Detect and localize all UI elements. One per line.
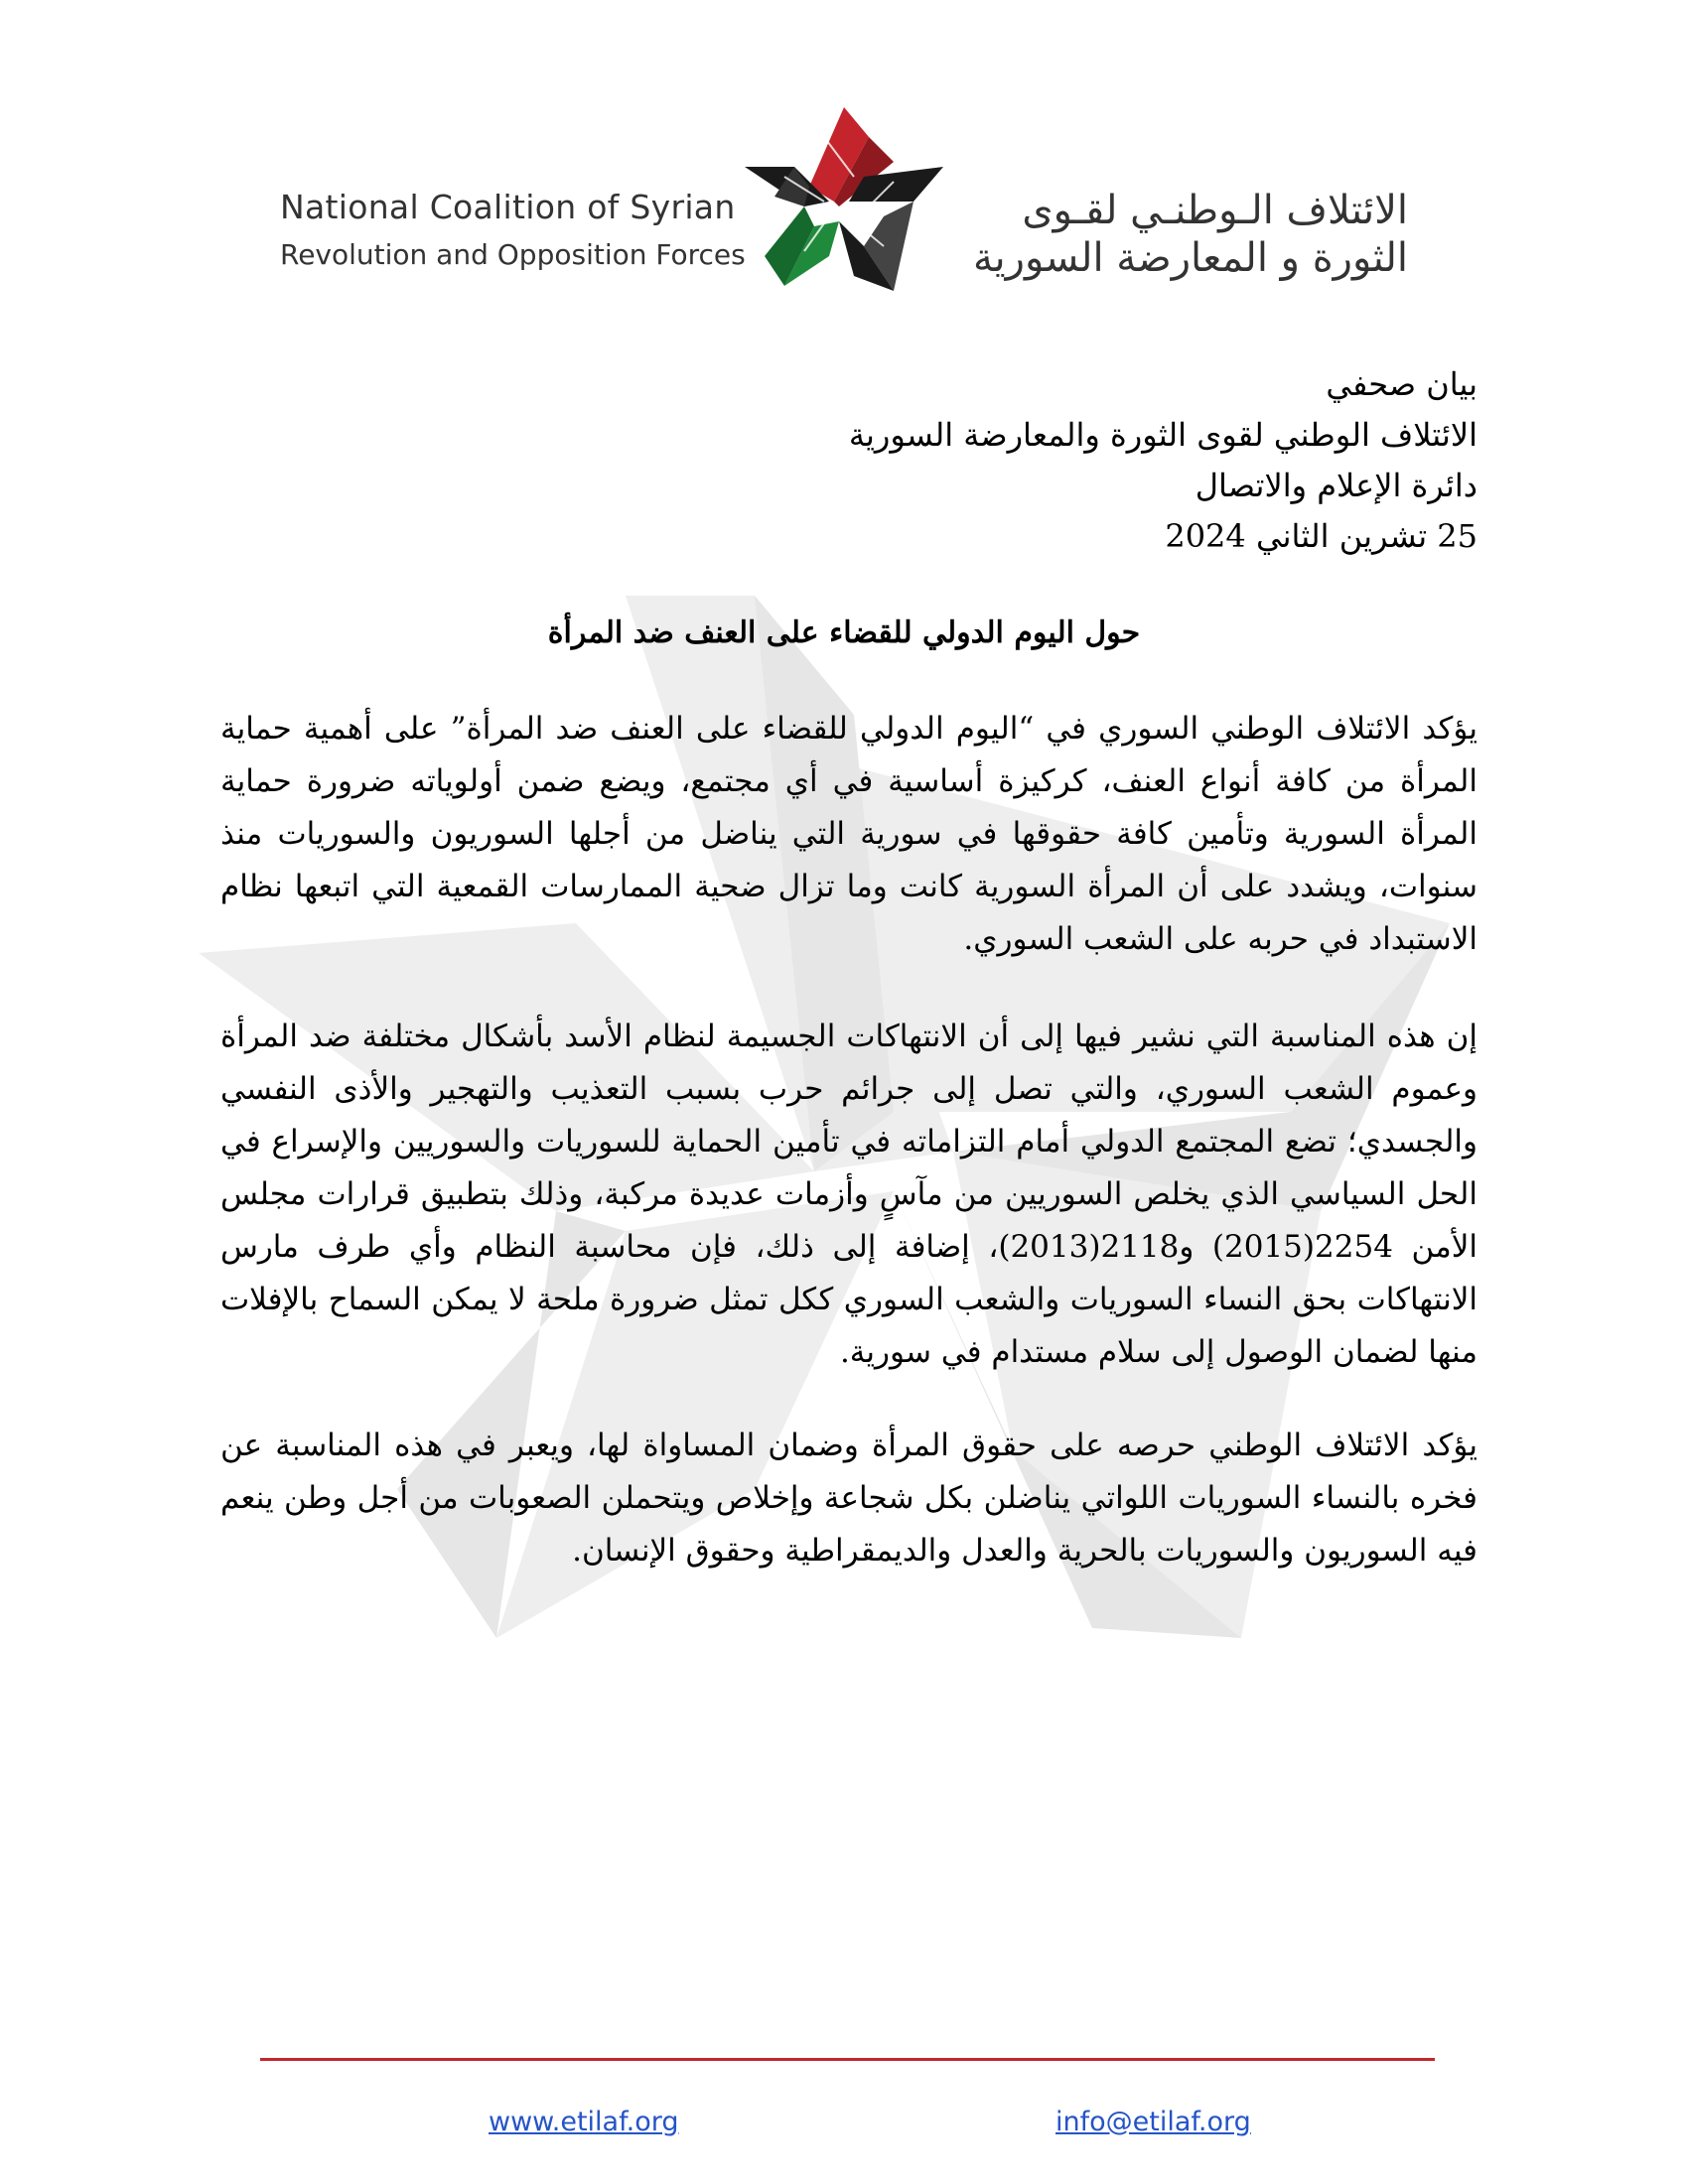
org-name-english-line1: National Coalition of Syrian [280,188,736,226]
star-logo-icon [745,107,943,291]
statement-date: 25 تشرين الثاني 2024 [1165,517,1477,555]
statement-type: بيان صحفي [1326,365,1477,403]
org-name-arabic-line1: الائتلاف الـوطنـي لقـوى [1022,188,1408,233]
statement-meta [849,359,1477,562]
org-name-arabic-line2: الثورة و المعارضة السورية [973,235,1408,281]
letterhead [0,0,1688,318]
statement-title: حول اليوم الدولي للقضاء على العنف ضد المرأة [547,615,1141,650]
statement-paragraph-1: يؤكد الائتلاف الوطني السوري في “اليوم الدولي للقضاء على العنف ضد المرأة” على أهمية حماية المرأة من كافة أنواع العنف، كركيزة أساسية في أي مجتمع، ويضع ضمن أولوياته ضرورة حماية المرأة السورية وتأمين كافة حقوقها في سورية التي يناضل من أجلها السوريون والسوريات منذ سنوات، ويشدد على أن المرأة السورية كانت وما تزال ضحية الممارسات القمعية التي اتبعها نظام الاستبداد في حربه على الشعب السوري. [220,711,1477,957]
org-name-english [280,188,746,271]
email-link[interactable]: info@etilaf.org [1055,2107,1251,2137]
org-name-english-line2: Revolution and Opposition Forces [280,238,746,271]
website-link[interactable]: www.etilaf.org [489,2107,679,2137]
org-name-arabic [973,187,1408,282]
footer-divider [260,2058,1435,2061]
statement-paragraph-3: يؤكد الائتلاف الوطني حرصه على حقوق المرأة وضمان المساواة لها، ويعبر في هذه المناسبة عن فخره بالنساء السوريات اللواتي يناضلن بكل شجاعة وإخلاص ويتحملن الصعوبات من أجل وطن ينعم فيه السوريون والسوريات بالحرية والعدل والديمقراطية وحقوق الإنسان. [220,1428,1477,1569]
statement-department: دائرة الإعلام والاتصال [1195,467,1477,504]
statement-issuer: الائتلاف الوطني لقوى الثورة والمعارضة السورية [848,416,1477,454]
statement-paragraph-2: إن هذه المناسبة التي نشير فيها إلى أن الانتهاكات الجسيمة لنظام الأسد بأشكال مختلفة ضد المرأة وعموم الشعب السوري، والتي تصل إلى جرائم حرب بسبب التعذيب والتهجير والأذى النفسي والجسدي؛ تضع المجتمع الدولي أمام التزاماته في تأمين الحماية للسوريات والسوريين والإسراع في الحل السياسي الذي يخلص السوريين من مآسٍ وأزمات عديدة مركبة، وذلك بتطبيق قرارات مجلس الأمن 2254(2015) و2118(2013)، إضافة إلى ذلك، فإن محاسبة النظام وأي طرف مارس الانتهاكات بحق النساء السوريات والشعب السوري ككل تمثل ضرورة ملحة لا يمكن السماح بالإفلات منها لضمان الوصول إلى سلام مستدام في سورية. [220,1019,1478,1370]
